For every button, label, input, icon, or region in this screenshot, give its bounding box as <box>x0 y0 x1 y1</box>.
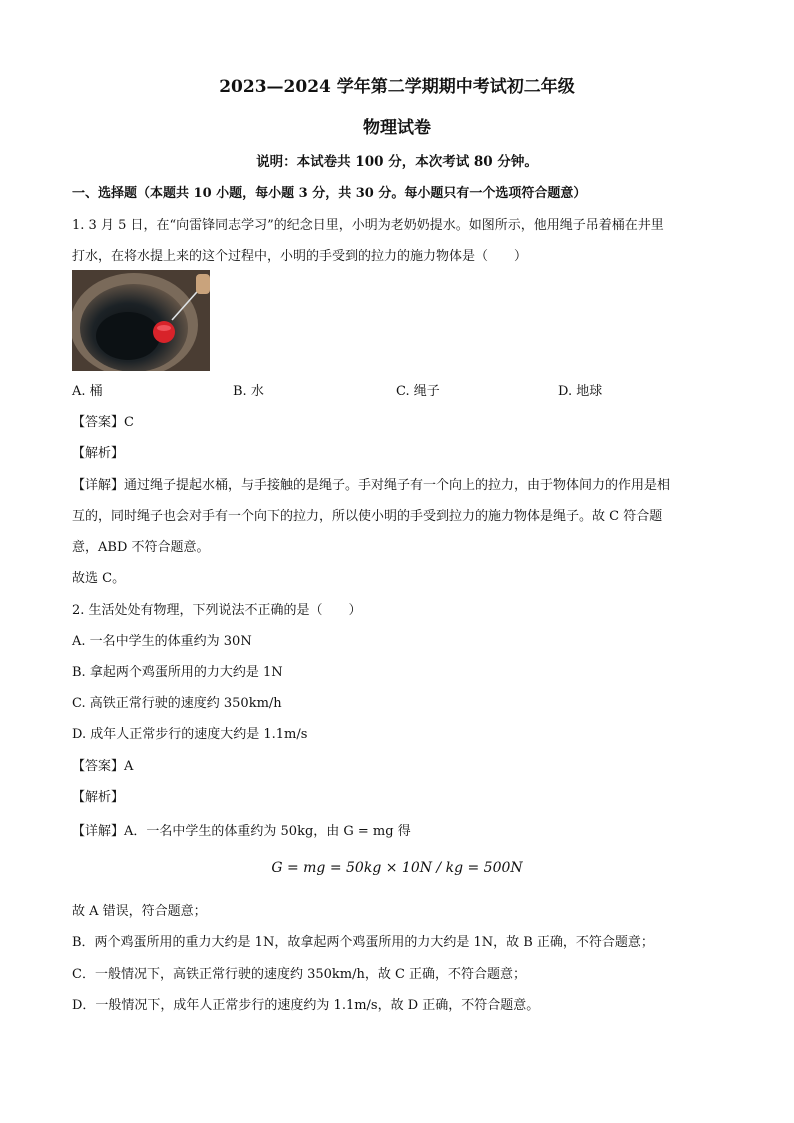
exam-subtitle: 物理试卷 <box>363 118 431 138</box>
q1-stem-line1: 1. 3 月 5 日，在“向雷锋同志学习”的纪念日里，小明为老奶奶提水。如图所示，他用绳子吊着桶在井里 <box>72 218 664 233</box>
q1-analysis: 【解析】 <box>72 446 125 461</box>
q1-option-b: B. 水 <box>233 384 264 399</box>
q1-detail-line3: 意，ABD 不符合题意。 <box>72 540 210 555</box>
section-heading: 一、选择题（本题共 10 小题，每小题 3 分，共 30 分。每小题只有一个选项符合题意） <box>72 186 587 201</box>
q2-detail-c: C．一般情况下，高铁正常行驶的速度约 350km/h，故 C 正确，不符合题意； <box>72 967 527 982</box>
q2-formula: G = mg = 50kg × 10N / kg = 500N <box>271 860 523 876</box>
q1-stem-line2: 打水，在将水提上来的这个过程中，小明的手受到的拉力的施力物体是（ ） <box>72 249 528 264</box>
q1-option-c: C. 绳子 <box>396 384 440 399</box>
q2-stem: 2. 生活处处有物理，下列说法不正确的是（ ） <box>72 603 362 618</box>
q1-answer: 【答案】C <box>72 415 134 430</box>
q2-detail-a: 故 A 错误，符合题意； <box>72 904 207 919</box>
q2-option-a: A. 一名中学生的体重约为 30N <box>72 634 252 649</box>
q2-option-c: C. 高铁正常行驶的速度约 350km/h <box>72 696 282 711</box>
q1-conclusion: 故选 C。 <box>72 571 126 586</box>
q1-option-d: D. 地球 <box>558 384 603 399</box>
q2-option-d: D. 成年人正常步行的速度大约是 1.1m/s <box>72 727 308 742</box>
q1-detail-line2: 互的，同时绳子也会对手有一个向下的拉力，所以使小明的手受到拉力的施力物体是绳子。故 C 符合题 <box>72 509 663 524</box>
exam-instructions: 说明：本试卷共 100 分，本次考试 80 分钟。 <box>256 154 538 170</box>
q2-detail-b: B．两个鸡蛋所用的重力大约是 1N，故拿起两个鸡蛋所用的力大约是 1N，故 B 正确，不符合题意； <box>72 935 654 950</box>
q2-detail-line1: 【详解】A．一名中学生的体重约为 50kg，由 G = mg 得 <box>72 824 411 839</box>
q2-answer: 【答案】A <box>72 759 134 774</box>
q2-analysis: 【解析】 <box>72 790 125 805</box>
well-photo <box>72 270 210 371</box>
q2-detail-d: D．一般情况下，成年人正常步行的速度约为 1.1m/s，故 D 正确，不符合题意。 <box>72 998 540 1013</box>
q1-option-a: A. 桶 <box>72 384 103 399</box>
q1-detail-line1: 【详解】通过绳子提起水桶，与手接触的是绳子。手对绳子有一个向上的拉力，由于物体间力的作用是相 <box>72 478 671 493</box>
q2-option-b: B. 拿起两个鸡蛋所用的力大约是 1N <box>72 665 283 680</box>
exam-title: 2023—2024 学年第二学期期中考试初二年级 <box>219 77 575 97</box>
q1-options <box>72 380 712 400</box>
